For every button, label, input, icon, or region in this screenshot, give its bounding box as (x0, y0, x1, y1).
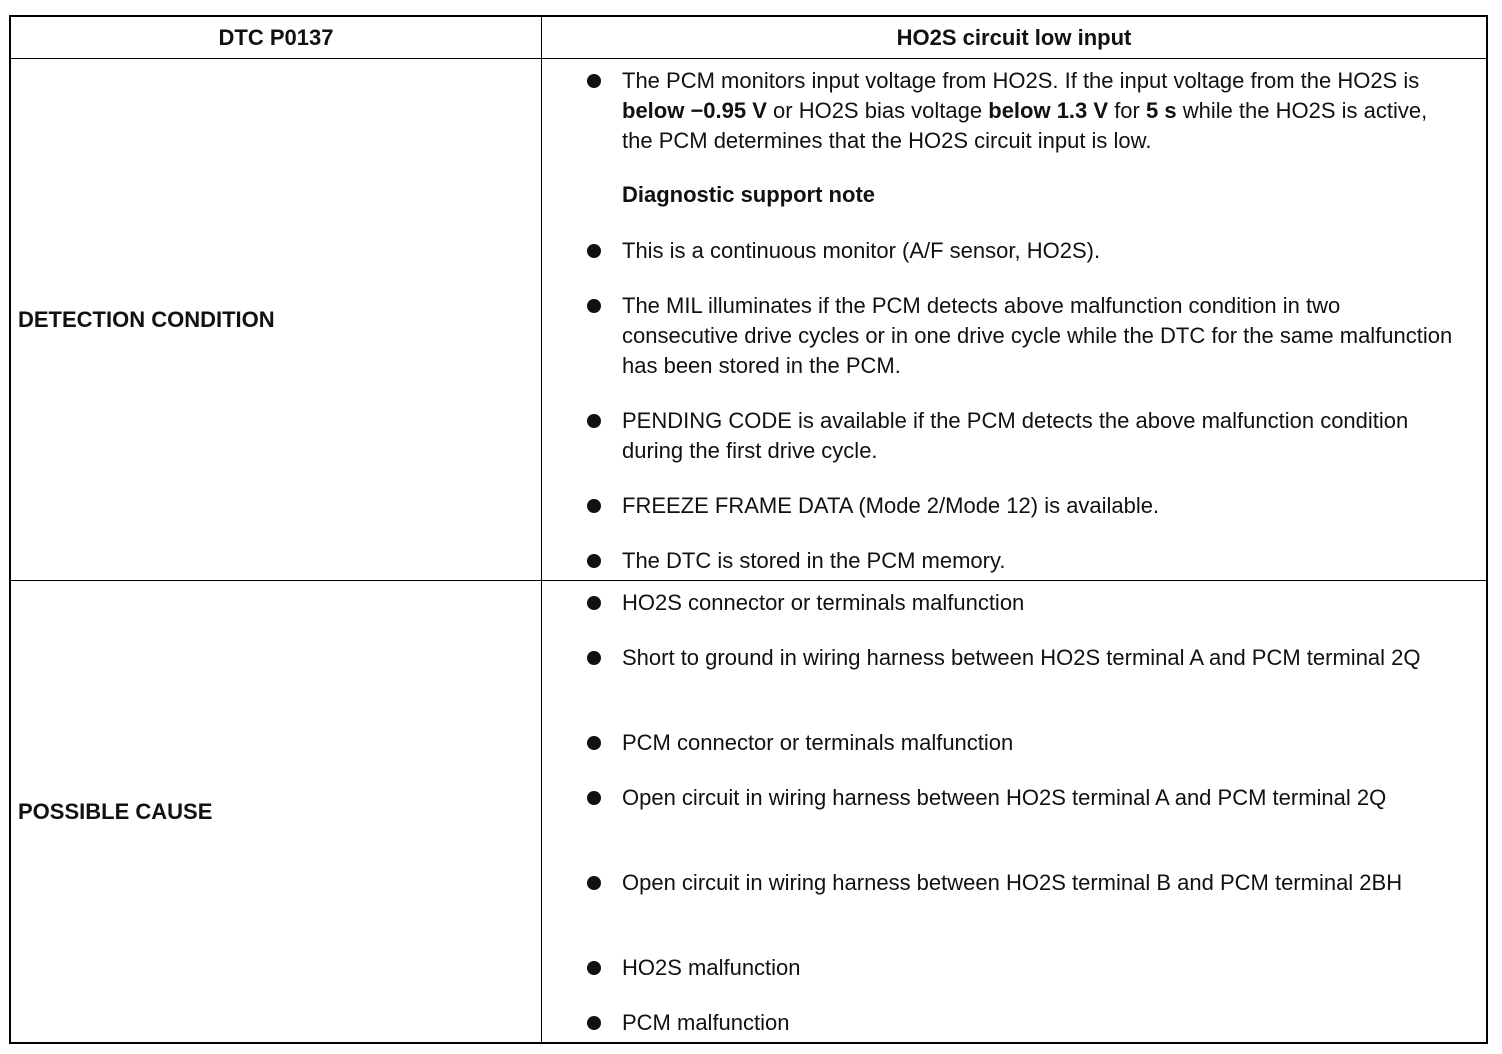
bullet-icon (587, 74, 601, 88)
cause-item: Open circuit in wiring harness between HO2S terminal A and PCM terminal 2Q (622, 785, 1387, 810)
bullet-icon (587, 651, 601, 665)
bullet-icon (587, 736, 601, 750)
cause-item: HO2S connector or terminals malfunction (622, 590, 1025, 615)
row-divider (9, 580, 1488, 581)
cause-item: Open circuit in wiring harness between HO2S terminal B and PCM terminal 2BH (622, 870, 1403, 895)
note-item: The MIL illuminates if the PCM detects above malfunction condition in two consecutive drive cycles or in one drive cycle while the DTC for the same malfunction has been stored in the PCM. (622, 293, 1453, 378)
possible-cause-label: POSSIBLE CAUSE (18, 799, 213, 824)
detection-condition-label: DETECTION CONDITION (18, 307, 275, 332)
bullet-icon (587, 499, 601, 513)
bullet-icon (587, 596, 601, 610)
cause-item: PCM connector or terminals malfunction (622, 730, 1014, 755)
note-item: FREEZE FRAME DATA (Mode 2/Mode 12) is available. (622, 493, 1160, 518)
dtc-code-header: DTC P0137 (218, 24, 334, 50)
bullet-icon (587, 791, 601, 805)
note-item: PENDING CODE is available if the PCM detects the above malfunction condition during the first drive cycle. (622, 408, 1409, 463)
cause-item: Short to ground in wiring harness between HO2S terminal A and PCM terminal 2Q (622, 645, 1421, 670)
bullet-icon (587, 299, 601, 313)
bullet-icon (587, 876, 601, 890)
bullet-icon (587, 961, 601, 975)
cause-item: PCM malfunction (622, 1010, 790, 1035)
note-item: This is a continuous monitor (A/F sensor, HO2S). (622, 238, 1101, 263)
cause-item: HO2S malfunction (622, 955, 801, 980)
bullet-icon (587, 244, 601, 258)
bullet-icon (587, 1016, 601, 1030)
header-divider (9, 58, 1488, 59)
note-item: The DTC is stored in the PCM memory. (622, 548, 1006, 573)
dtc-description-header: HO2S circuit low input (896, 24, 1132, 50)
diagnostic-support-note-heading: Diagnostic support note (622, 182, 875, 207)
bullet-icon (587, 554, 601, 568)
monitor-description: The PCM monitors input voltage from HO2S. If the input voltage from the HO2S is below −0.95 V or HO2S bias voltage below 1.3 V for 5 s while the HO2S is active, the PCM determines that the HO2S circuit input is low. (622, 68, 1428, 153)
column-divider (541, 15, 542, 1044)
bullet-icon (587, 414, 601, 428)
